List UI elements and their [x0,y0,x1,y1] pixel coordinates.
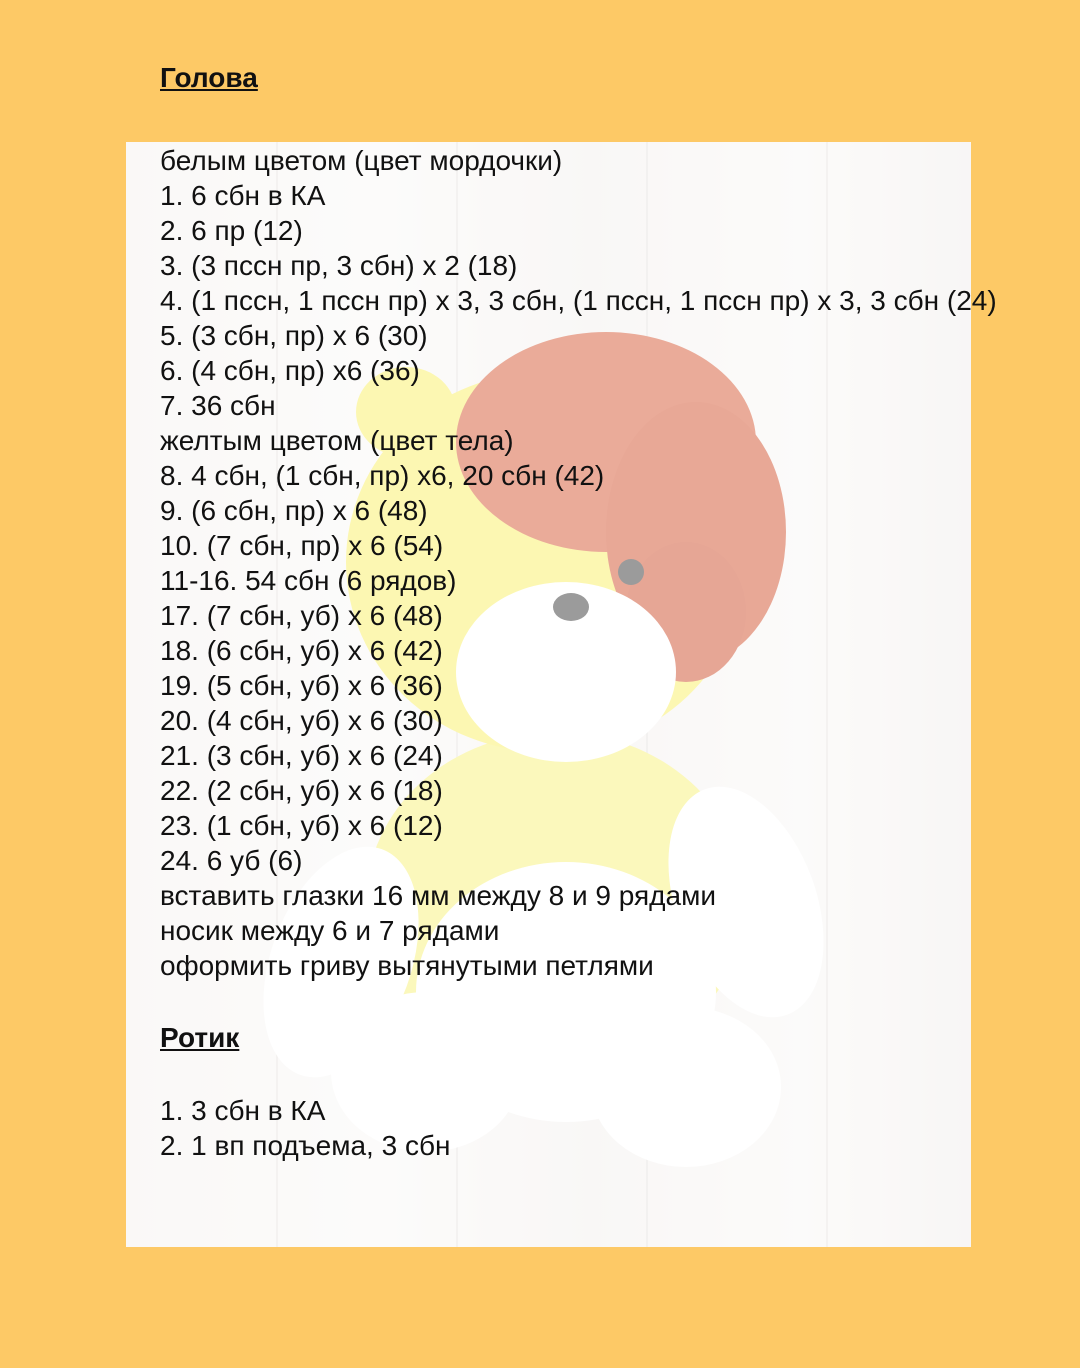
section-mouth [160,1018,1080,1163]
pattern-line: 4. (1 пссн, 1 пссн пр) х 3, 3 сбн, (1 пссн, 1 пссн пр) х 3, 3 сбн (24) [160,285,997,316]
pattern-line: 11-16. 54 сбн (6 рядов) [160,565,457,596]
pattern-line: 19. (5 сбн, уб) х 6 (36) [160,670,443,701]
pattern-line: 2. 1 вп подъема, 3 сбн [160,1130,451,1161]
pattern-line: 3. (3 пссн пр, 3 сбн) х 2 (18) [160,250,518,281]
section-title-head: Голова [160,62,258,93]
pattern-line: вставить глазки 16 мм между 8 и 9 рядами [160,880,716,911]
pattern-line: 5. (3 сбн, пр) х 6 (30) [160,320,428,351]
pattern-line: оформить гриву вытянутыми петлями [160,950,654,981]
section-title-mouth: Ротик [160,1022,240,1053]
pattern-line: 21. (3 сбн, уб) х 6 (24) [160,740,443,771]
pattern-line: 2. 6 пр (12) [160,215,303,246]
pattern-line: носик между 6 и 7 рядами [160,915,500,946]
pattern-line: 17. (7 сбн, уб) х 6 (48) [160,600,443,631]
pattern-line: 6. (4 сбн, пр) х6 (36) [160,355,420,386]
pattern-line: 22. (2 сбн, уб) х 6 (18) [160,775,443,806]
pattern-line: 23. (1 сбн, уб) х 6 (12) [160,810,443,841]
pattern-line: 24. 6 уб (6) [160,845,303,876]
pattern-line: 7. 36 сбн [160,390,276,421]
pattern-line: 20. (4 сбн, уб) х 6 (30) [160,705,443,736]
pattern-line: 1. 6 сбн в КА [160,180,326,211]
pattern-line: 9. (6 сбн, пр) х 6 (48) [160,495,428,526]
pattern-line: 18. (6 сбн, уб) х 6 (42) [160,635,443,666]
pattern-text [160,58,1080,1163]
pattern-line: желтым цветом (цвет тела) [160,425,514,456]
section-head [160,58,1080,983]
pattern-line: белым цветом (цвет мордочки) [160,145,563,176]
pattern-line: 1. 3 сбн в КА [160,1095,326,1126]
pattern-line: 10. (7 сбн, пр) х 6 (54) [160,530,444,561]
pattern-line: 8. 4 сбн, (1 сбн, пр) х6, 20 сбн (42) [160,460,605,491]
